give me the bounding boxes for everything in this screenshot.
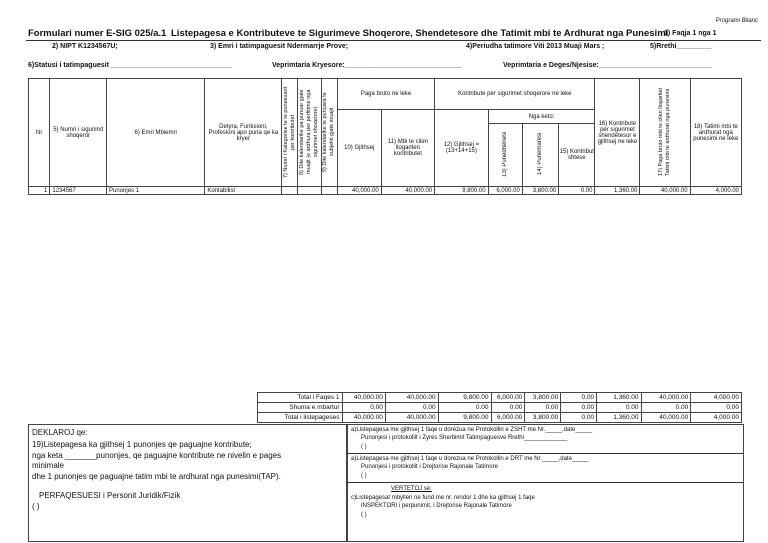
total-value: 0.00 <box>641 403 691 413</box>
total-value: 0.00 <box>438 403 491 413</box>
row-c16: 1,360.00 <box>595 187 640 195</box>
branch-activity: Veprimtaria e Deges/Njesise:_____________________________ <box>503 62 712 69</box>
signature-placeholder: ( ) <box>32 502 40 511</box>
total-value: 1,360.00 <box>597 413 641 423</box>
main-activity: Veprimtaria Kryesore:______________________________ <box>272 62 462 69</box>
total-value: 0.00 <box>561 393 597 403</box>
total-value: 40,000.00 <box>641 393 691 403</box>
nga-keto-header: Nga keto: <box>488 110 595 124</box>
col10-header: 10) Gjithsej <box>337 110 381 187</box>
total-value: 0.00 <box>597 403 641 413</box>
total-value: 40,000.00 <box>385 393 438 403</box>
col18-header: 18) Tatimi mbi te ardhurat nga punesimi ne leke <box>690 79 741 187</box>
gross-pay-header: Paga bruto ne leke <box>337 79 434 110</box>
total-value: 9,800.00 <box>438 393 491 403</box>
total-value: 0.00 <box>491 403 525 413</box>
row-c10: 40,000.00 <box>337 187 381 195</box>
total-value: 3,800.00 <box>525 393 561 403</box>
totals-label: Shuma e mbartur <box>258 403 343 413</box>
col11-header: 11) Mbi te cilen llogariten kontributet <box>381 110 434 187</box>
total-value: 0.00 <box>561 403 597 413</box>
col12-header: 12) Gjithsej = (13+14+15) <box>435 110 488 187</box>
total-value: 9,800.00 <box>438 413 491 423</box>
total-value: 0.00 <box>525 403 561 413</box>
col8-header: 8) Dite kalendarike pa punuar gjate muajit (e ardhura per perfitime nga sigurimet shoqerore) <box>299 88 320 175</box>
col-profession-header: Detyra, Funksioni, Profesioni apo puna qe ka kryer <box>205 79 282 187</box>
payroll-table <box>28 78 742 195</box>
row-name: Punonjes 1 <box>107 187 205 195</box>
period: 4)Periudha tatimore Viti 2013 Muaji Mars ; <box>466 43 605 50</box>
total-value: 40,000.00 <box>641 413 691 423</box>
row-ss: 1234567 <box>50 187 107 195</box>
declaration-line: minimale <box>32 461 65 470</box>
declaration-box <box>28 424 348 542</box>
total-value: 40,000.00 <box>342 413 385 423</box>
declaration-title: DEKLAROJ qe: <box>32 428 88 437</box>
certify-label: VERTETOJ se: <box>391 486 432 492</box>
col14-header: 14) Punemaresi <box>536 132 543 176</box>
totals-label: Total i listepageses <box>258 413 343 423</box>
status: 6)Statusi i tatimpaguesit _______________________________ <box>28 62 232 69</box>
page-info: 1) Faqja 1 nga 1 <box>664 30 717 37</box>
total-value: 0.00 <box>342 403 385 413</box>
main-title: Listepagesa e Kontributeve te Sigurimeve Shoqerore, Shendetesore dhe Tatimit mbi te Ardhurat nga Punesimi <box>171 28 669 39</box>
note-line: a)Listepagesa me gjithsej 1 faqe u dorezua ne Protokollin e DRT me Nr._____,date_____ <box>351 456 589 462</box>
note-line: ( ) <box>361 512 367 518</box>
row-c18: 4,000.00 <box>690 187 741 195</box>
declaration-line: nga keta _______punonjes, qe paguajne kontribute ne nivelin e pages <box>32 451 282 460</box>
note-line: INSPEKTORI i perpunimit, i Drejtorise Rajonale Tatimore <box>361 503 512 509</box>
row-profession: Kontabilist <box>205 187 282 195</box>
row-c13: 6,000.00 <box>488 187 522 195</box>
note-line: ( ) <box>361 473 367 479</box>
contrib-header: Kontribute per sigurimet shoqerore ne leke <box>435 79 595 110</box>
total-value: 4,000.00 <box>691 413 742 423</box>
nipt: 2) NIPT K1234567U; <box>52 43 118 50</box>
col7-header: 7) Numri i Kategorise te te punesuarit per kontributet <box>282 85 296 178</box>
form-title: Formulari numer E-SIG 025/a.1 <box>28 28 167 39</box>
row-c15: 0.00 <box>559 187 595 195</box>
total-value: 40,000.00 <box>385 413 438 423</box>
row-c11: 40,000.00 <box>381 187 434 195</box>
total-value: 0.00 <box>385 403 438 413</box>
total-value: 6,000.00 <box>491 393 525 403</box>
row-c7 <box>282 187 298 195</box>
col17-header: 17) Paga bruto mbi te cilen llogaritet Tatimi mbi te ardhurat nga punesimi <box>657 87 671 176</box>
notes-box <box>346 424 744 542</box>
row-c17: 40,000.00 <box>640 187 690 195</box>
note-line: ( ) <box>361 444 367 450</box>
table-row <box>29 187 742 195</box>
total-value: 6,000.00 <box>491 413 525 423</box>
col16-header: 16) Kontribute per sigurimet shendetesor e gjithsej ne leke <box>595 79 640 187</box>
totals-table <box>257 392 742 423</box>
row-c14: 3,800.00 <box>522 187 558 195</box>
note-line: c)Listepagesat mbyllen ne fund me nr. rendor 1 dhe ka gjithsej 1 faqe <box>351 495 535 501</box>
totals-row-carried <box>258 403 742 413</box>
total-value: 0.00 <box>561 413 597 423</box>
declaration-line: dhe 1 punonjes qe paguajne tatim mbi te ardhurat nga punesimi(TAP). <box>32 472 281 481</box>
col9-header: 9) Dite kalendarike te punuara te subjekti gjate muajit <box>322 91 336 172</box>
note-line: a)Listepagesa me gjithsej 1 faqe u dorezua ne Protokollin e ZSHT me Nr._____,date_____ <box>351 427 593 433</box>
total-value: 40,000.00 <box>342 393 385 403</box>
note-line: Punonjesi i protokollit i Zyres Sherbimit Tatimpaguesve Rrethi_____________ <box>361 435 568 441</box>
total-value: 0.00 <box>691 403 742 413</box>
representative-label: PERFAQESUESI i Personit Juridik/Fizik <box>39 491 181 500</box>
note-line: Punonjesi i protokollit i Drejtorise Rajonale Tatimore <box>361 464 498 470</box>
rrethi: 5)Rrethi_________ <box>650 43 712 50</box>
totals-label: Total i Faqes 1 <box>258 393 343 403</box>
total-value: 3,800.00 <box>525 413 561 423</box>
col-name-header: 6) Emri Mbiemri <box>107 79 205 187</box>
total-value: 1,360.00 <box>597 393 641 403</box>
program-label: Programi Bilanc <box>715 18 758 24</box>
col13-header: 13) Punedhenesi <box>501 131 508 177</box>
row-c9 <box>321 187 337 195</box>
col-nr-header: Nr <box>29 79 50 187</box>
row-c12: 9,800.00 <box>435 187 488 195</box>
employer: 3) Emri i tatimpaguesit Ndermarrje Prove; <box>210 43 349 50</box>
totals-row-page <box>258 393 742 403</box>
total-value: 4,000.00 <box>691 393 742 403</box>
row-c8 <box>298 187 322 195</box>
col15-header: 15) Kontribut shtese <box>559 124 595 187</box>
col-ss-header: 5) Numri i sigurimit shoqeror <box>50 79 107 187</box>
row-nr: 1 <box>29 187 50 195</box>
totals-row-list <box>258 413 742 423</box>
declaration-line: 19)Listepagesa ka gjithsej 1 punonjes qe paguajne kontribute; <box>32 440 252 449</box>
